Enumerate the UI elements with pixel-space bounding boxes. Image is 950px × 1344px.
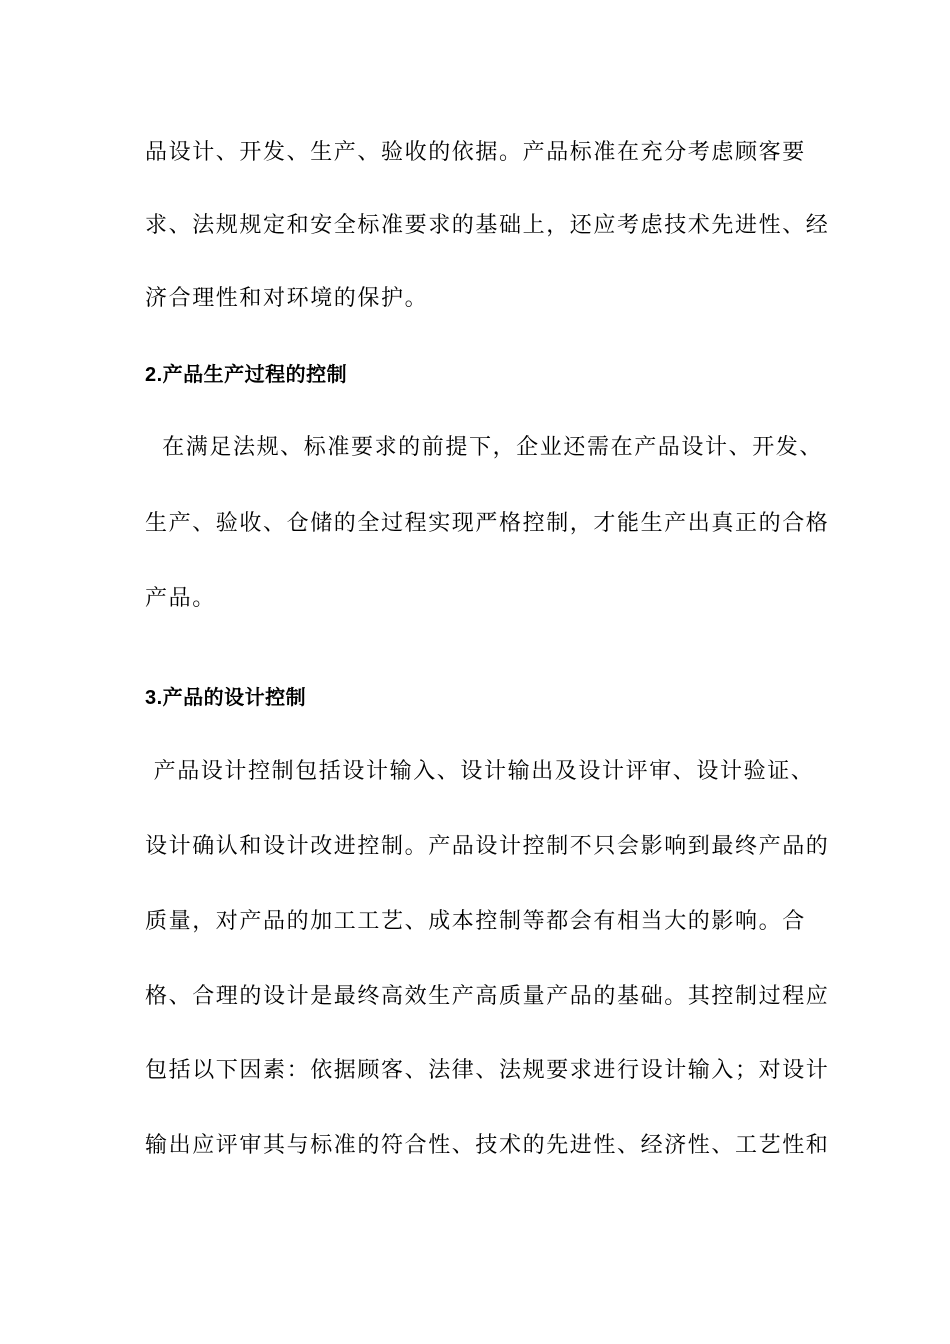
paragraph-line: 品设计、开发、生产、验收的依据。产品标准在充分考虑顾客要 (145, 140, 806, 165)
paragraph-line: 在满足法规、标准要求的前提下，企业还需在产品设计、开发、 (145, 435, 823, 460)
paragraph-line: 包括以下因素：依据顾客、法律、法规要求进行设计输入；对设计 (145, 1058, 830, 1083)
paragraph-line: 求、法规规定和安全标准要求的基础上，还应考虑技术先进性、经 (145, 213, 830, 238)
paragraph-line: 设计确认和设计改进控制。产品设计控制不只会影响到最终产品的 (145, 834, 830, 859)
paragraph-line: 输出应评审其与标准的符合性、技术的先进性、经济性、工艺性和 (145, 1133, 830, 1158)
paragraph-line: 质量，对产品的加工工艺、成本控制等都会有相当大的影响。合 (145, 909, 806, 934)
paragraph-line: 生产、验收、仓储的全过程实现严格控制，才能生产出真正的合格 (145, 511, 830, 536)
paragraph-line: 产品。 (145, 586, 216, 611)
paragraph-line: 产品设计控制包括设计输入、设计输出及设计评审、设计验证、 (145, 759, 815, 784)
section-heading: 2.产品生产过程的控制 (145, 364, 348, 386)
paragraph-line: 格、合理的设计是最终高效生产高质量产品的基础。其控制过程应 (145, 984, 830, 1009)
paragraph-line: 济合理性和对环境的保护。 (145, 286, 429, 311)
section-heading: 3.产品的设计控制 (145, 687, 307, 709)
